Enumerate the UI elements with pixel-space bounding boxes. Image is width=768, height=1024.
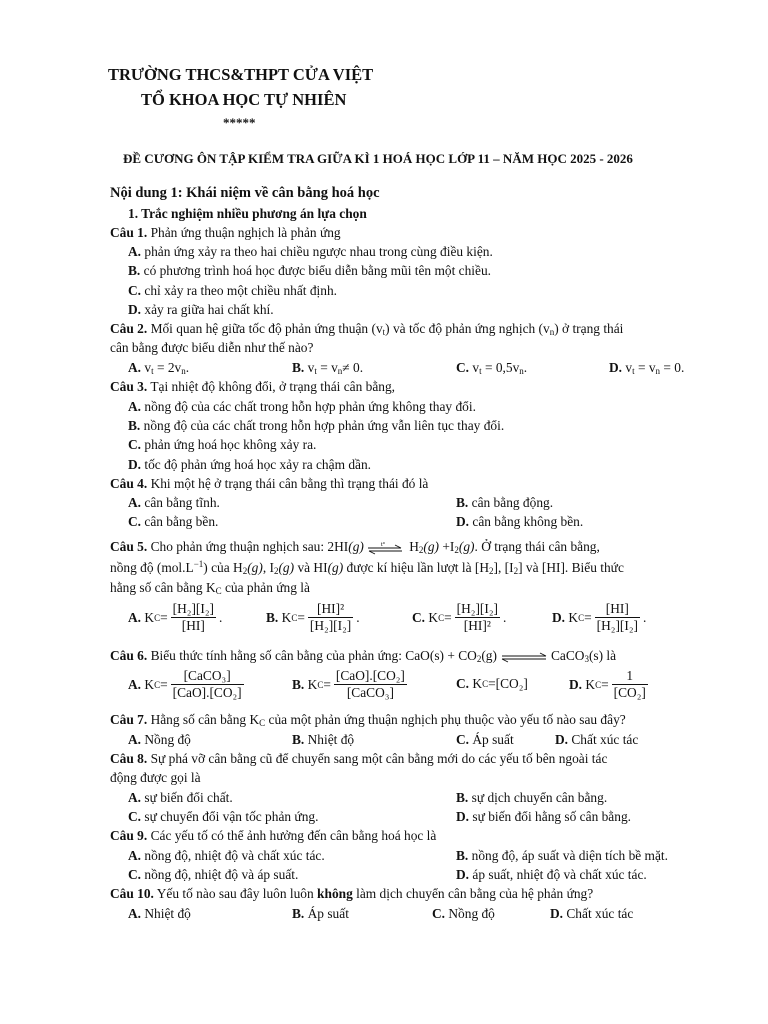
fraction: $\frac{\text{[CaCO₃]}}{\text{[CaO].[CO₂]}}$ [172, 668, 242, 700]
q10-option-d: D. Chất xúc tác [550, 906, 634, 921]
q7-option-a: A. Nồng độ [128, 732, 191, 747]
q4-option-a: A. cân bằng tĩnh. [128, 495, 220, 510]
question-6: Câu 6. Biểu thức tính hằng số cân bằng của phản ứng: $CaO(s) + CO_2(g)$ CaCO$_3$(s) là [110, 648, 617, 664]
q8-option-c: C. sự chuyển đổi vận tốc phản ứng. [128, 809, 319, 824]
q9-option-c: C. nồng độ, nhiệt độ và áp suất. [128, 867, 299, 882]
equilibrium-arrow-icon [500, 650, 548, 664]
question-4: Câu 4. Khi một hệ ở trạng thái cân bằng thì trạng thái đó là [110, 476, 429, 491]
q1-option-a: A. phản ứng xảy ra theo hai chiều ngược nhau trong cùng điều kiện. [128, 244, 493, 259]
question-5: Câu 5. Cho phản ứng thuận nghịch sau: 2HI(g) t° $H_2(g) +I_2(g)$. Ở trạng thái cân bằng, [110, 539, 600, 555]
q3-option-b: B. nồng độ của các chất trong hỗn hợp phản ứng vẫn liên tục thay đổi. [128, 418, 505, 433]
section-heading: Nội dung 1: Khái niệm về cân bằng hoá học [110, 185, 380, 201]
q5-option-c: C. K C = $\frac{\text{[H₂][I₂]}}{\text{[HI]²}}$ . [412, 601, 507, 633]
question-10: Câu 10. Yếu tố nào sau đây luôn luôn không làm dịch chuyển cân bằng của hệ phản ứng? [110, 886, 594, 901]
q9-option-a: A. nồng độ, nhiệt độ và chất xúc tác. [128, 848, 325, 863]
svg-text:t°: t° [380, 541, 385, 548]
q7-option-c: C. Áp suất [456, 732, 514, 747]
q2-option-c: C. $v_t = 0,5v_n$. [456, 360, 528, 376]
q1-option-c: C. chỉ xảy ra theo một chiều nhất định. [128, 283, 338, 298]
question-2-line2: cân bằng được biểu diễn như thế nào? [110, 340, 314, 355]
q6-option-d: D. K C = $\frac{1}{\text{[CO₂]}}$ [569, 668, 646, 700]
q9-option-b: B. nồng độ, áp suất và diện tích bề mặt. [456, 848, 668, 863]
q1-option-b: B. có phương trình hoá học được biểu diễn bằng mũi tên một chiều. [128, 263, 492, 278]
q7-option-b: B. Nhiệt độ [292, 732, 355, 747]
header-stars: ***** [223, 115, 256, 130]
q8-option-b: B. sự dịch chuyển cân bằng. [456, 790, 608, 805]
question-5-line2: nồng độ $(mol.L^{-1})$ của $H_2(g)$, $I_2(g)$ và HI(g) được kí hiệu lần lượt là $[H_2]$, $[I_2]$ và [HI]. Biểu thức [110, 559, 624, 576]
equilibrium-arrow-icon [367, 541, 403, 555]
question-8: Câu 8. Sự phá vỡ cân bằng cũ để chuyển sang một cân bằng mới do các yếu tố bên ngoài tác [110, 751, 608, 766]
question-2: Câu 2. Mối quan hệ giữa tốc độ phản ứng thuận $(v_t)$ và tốc độ phản ứng nghịch $(v_n)$ ở trạng thái [110, 321, 624, 337]
q10-option-a: A. Nhiệt độ [128, 906, 191, 921]
q3-option-c: C. phản ứng hoá học không xảy ra. [128, 437, 317, 452]
q8-option-a: A. sự biến đổi chất. [128, 790, 233, 805]
q6-option-a: A. K C = $\frac{\text{[CaCO₃]}}{\text{[CaO].[CO₂]}}$ [128, 668, 242, 700]
q5-option-d: D. K C = $\frac{[HI]}{\text{[H₂][I₂]}}$ . [552, 601, 647, 633]
q4-option-c: C. cân bằng bền. [128, 514, 219, 529]
q2-option-a: A. $v_t = 2v_n$. [128, 360, 190, 376]
question-1: Câu 1. Phản ứng thuận nghịch là phản ứng [110, 225, 341, 240]
q2-option-d: D. $v_t = v_n = 0$. [609, 360, 685, 376]
question-5-line3: hằng số cân bằng $K_C$ của phản ứng là [110, 580, 310, 596]
question-3: Câu 3. Tại nhiệt độ không đổi, ở trạng thái cân bằng, [110, 379, 396, 394]
q6-option-c: C. K C = [CO₂] [456, 676, 528, 691]
q5-option-b: B. K C = $\frac{\text{[HI]²}}{\text{[H₂][I₂]}}$ . [266, 601, 360, 633]
q3-option-d: D. tốc độ phản ứng hoá học xảy ra chậm dần. [128, 457, 372, 472]
fraction: $\frac{\text{[HI]²}}{\text{[H₂][I₂]}}$ [309, 601, 352, 633]
q8-option-d: D. sự biến đổi hằng số cân bằng. [456, 809, 631, 824]
question-9: Câu 9. Các yếu tố có thể ảnh hưởng đến cân bằng hoá học là [110, 828, 437, 843]
q4-option-d: D. cân bằng không bền. [456, 514, 584, 529]
fraction: $\frac{1}{\text{[CO₂]}}$ [613, 668, 646, 700]
q9-option-d: D. áp suất, nhiệt độ và chất xúc tác. [456, 867, 647, 882]
fraction: $\frac{[HI]}{\text{[H₂][I₂]}}$ [596, 601, 638, 633]
q4-option-b: B. cân bằng động. [456, 495, 554, 510]
document-title: ĐỀ CƯƠNG ÔN TẬP KIỂM TRA GIỮA KÌ 1 HOÁ HỌC LỚP 11 – NĂM HỌC 2025 - 2026 [123, 151, 633, 166]
q10-option-c: C. Nồng độ [432, 906, 495, 921]
q7-option-d: D. Chất xúc tác [555, 732, 639, 747]
fraction: $\frac{\text{[H₂][I₂]}}{[HI]}$ [172, 601, 214, 633]
q3-option-a: A. nồng độ của các chất trong hỗn hợp phản ứng không thay đổi. [128, 399, 476, 414]
fraction: $\frac{\text{[H₂][I₂]}}{\text{[HI]²}}$ [456, 601, 498, 633]
q2-option-b: B. $v_t = v_n\ne 0$. [292, 360, 364, 376]
q10-option-b: B. Áp suất [292, 906, 349, 921]
subsection-heading: 1. Trắc nghiệm nhiều phương án lựa chọn [128, 206, 367, 221]
question-7: Câu 7. Hằng số cân bằng $K_C$ của một phản ứng thuận nghịch phụ thuộc vào yếu tố nào sau đây? [110, 712, 626, 728]
question-8-line2: động được gọi là [110, 770, 201, 785]
q6-option-b: B. K C = $\frac{\text{[CaO].[CO₂]}}{\text{[CaCO₃]}}$ [292, 668, 405, 700]
q5-option-a: A. K C = $\frac{\text{[H₂][I₂]}}{[HI]}$ . [128, 601, 223, 633]
department-name: TỔ KHOA HỌC TỰ NHIÊN [141, 90, 347, 109]
school-name: TRƯỜNG THCS&THPT CỬA VIỆT [108, 65, 374, 84]
fraction: $\frac{\text{[CaO].[CO₂]}}{\text{[CaCO₃]}}$ [335, 668, 405, 700]
q1-option-d: D. xảy ra giữa hai chất khí. [128, 302, 274, 317]
